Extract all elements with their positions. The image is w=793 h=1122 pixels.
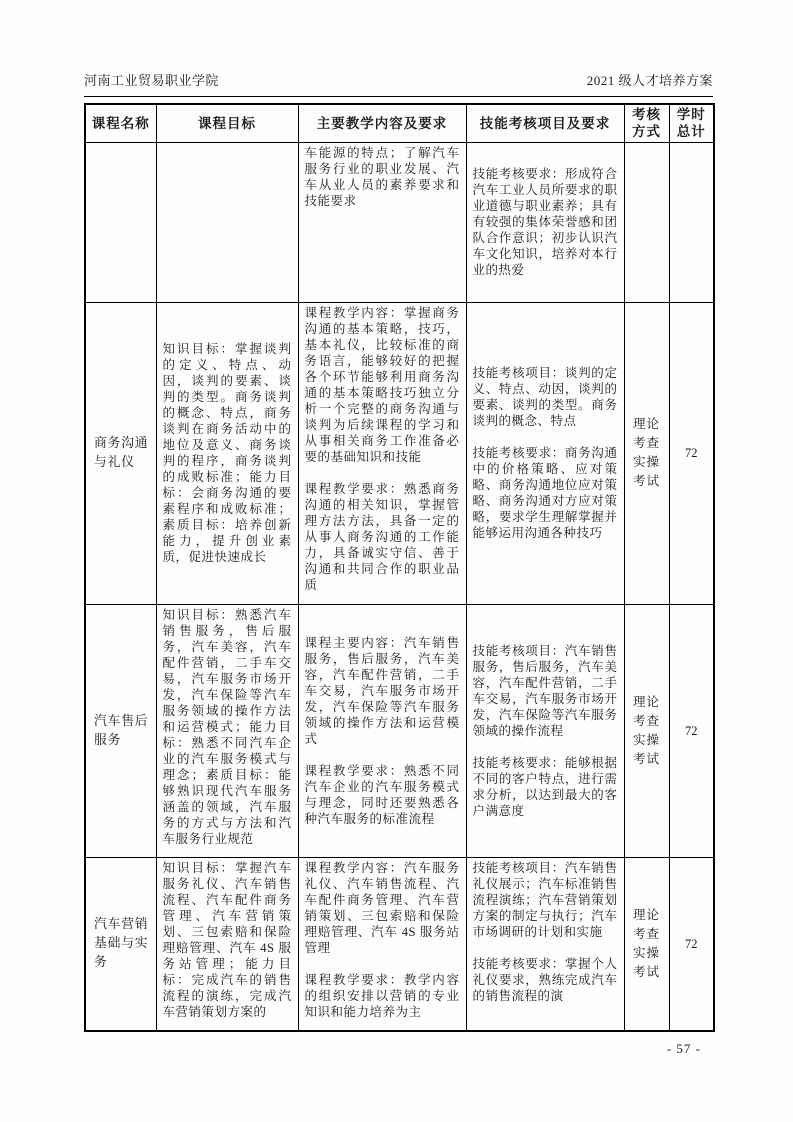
col-header-objectives: 课程目标: [156, 104, 298, 142]
cell-teaching-content: [298, 142, 466, 302]
col-header-hours: 学时总计: [669, 104, 714, 142]
cell-course-name: [85, 604, 156, 857]
course-table: [84, 103, 715, 1032]
table-row: [85, 857, 714, 1031]
col-header-content: 主要教学内容及要求: [298, 104, 466, 142]
cell-course-name: [85, 857, 156, 1031]
cell-objectives: [156, 142, 298, 302]
cell-teaching-content: [298, 302, 466, 604]
document-header: [84, 70, 713, 97]
cell-total-hours: 72: [669, 604, 714, 857]
cell-assessment-method: 理论考查实操考试: [624, 857, 669, 1031]
cell-skill-assessment: [466, 142, 624, 302]
cell-assessment-method: [624, 142, 669, 302]
cell-objectives: [156, 604, 298, 857]
paragraph: 车能源的特点；了解汽车服务行业的职业发展、汽车从业人员的素养要求和技能要求: [304, 145, 460, 208]
cell-assessment-method: 理论考查实操考试: [624, 302, 669, 604]
paragraph: 课程主要内容：汽车销售服务，售后服务，汽车美容，汽车配件营销，二手车交易，汽车服务市场开发，汽车保险等汽车服务领域的操作方法和运营模式: [304, 635, 460, 746]
table-row: [85, 302, 714, 604]
cell-course-name: [85, 142, 156, 302]
cell-teaching-content: [298, 857, 466, 1031]
col-header-course-name: 课程名称: [85, 104, 156, 142]
paragraph: 技能考核项目：谈判的定义、特点、动因，谈判的要素、谈判的类型。商务谈判的概念、特点: [472, 366, 618, 428]
paragraph: 技能考核要求：能够根据不同的客户特点，进行需求分析，以达到最大的客户满意度: [472, 755, 618, 818]
col-header-assessment: 技能考核项目及要求: [466, 104, 624, 142]
paragraph: 技能考核要求：掌握个人礼仪要求，熟练完成汽车的销售流程的演: [472, 956, 618, 1003]
paragraph: 技能考核要求：商务沟通中的价格策略、应对策略、商务沟通地位应对策略、商务沟通对方应对策略，要求学生理解掌握并能够运用沟通各种技巧: [472, 446, 618, 540]
paragraph: 课程教学内容：汽车服务礼仪、汽车销售流程、汽车配件商务管理、汽车营销策划、三包索赔和保险理赔管理、汽车 4S 服务站管理: [304, 860, 460, 955]
paragraph: 课程教学要求：熟悉不同汽车企业的汽车服务模式与理念，同时还要熟悉各种汽车服务的标准流程: [304, 763, 460, 826]
course-name-text: 汽车营销基础与实务: [94, 917, 149, 970]
cell-objectives: [156, 857, 298, 1031]
document-page: [84, 0, 713, 1057]
table-header-row: [85, 104, 714, 142]
paragraph: 技能考核项目：汽车销售礼仪展示；汽车标准销售流程演练；汽车营销策划方案的制定与执行；汽车市场调研的计划和实施: [472, 860, 618, 939]
cell-skill-assessment: [466, 604, 624, 857]
cell-teaching-content: [298, 604, 466, 857]
cell-total-hours: [669, 142, 714, 302]
cell-skill-assessment: [466, 857, 624, 1031]
col-header-method: 考核方式: [624, 104, 669, 142]
paragraph: 课程教学要求：熟悉商务沟通的相关知识，掌握管理方法方法，具备一定的从事人商务沟通的工作能力，具备诚实守信、善于沟通和共同合作的职业品质: [304, 481, 460, 592]
header-program-title: 2021 级人才培养方案: [586, 73, 713, 88]
paragraph: 技能考核要求：形成符合汽车工业人员所要求的职业道德与职业素养；具有有较强的集体荣誉感和团队合作意识；初步认识汽车文化知识，培养对本行业的热爱: [472, 167, 618, 277]
cell-skill-assessment: [466, 302, 624, 604]
course-name-text: 汽车售后服务: [94, 713, 149, 747]
cell-assessment-method: 理论考查实操考试: [624, 604, 669, 857]
paragraph: 知识目标：掌握汽车服务礼仪、汽车销售流程、汽车配件商务管理、汽车营销策划、三包索赔和保险理赔管理、汽车 4S 服务站管理；能力目标：完成汽车的销售流程的演练，完成汽车营销策划方案的: [162, 860, 292, 1019]
cell-objectives: [156, 302, 298, 604]
course-name-text: 商务沟通与礼仪: [94, 436, 149, 469]
paragraph: 课程教学要求：教学内容的组织安排以营销的专业知识和能力培养为主: [304, 972, 460, 1019]
table-row: [85, 604, 714, 857]
cell-course-name: [85, 302, 156, 604]
cell-total-hours: 72: [669, 302, 714, 604]
paragraph: 课程教学内容：掌握商务沟通的基本策略，技巧，基本礼仪，比较标准的商务语言，能够较好的把握各个环节能够利用商务沟通的基本策略技巧独立分析一个完整的商务沟通与谈判为后续课程的学习和从事相关商务工作准备必要的基础知识和技能: [304, 305, 460, 464]
paragraph: 知识目标：掌握谈判的定义、特点、动因，谈判的要素、谈判的类型。商务谈判的概念、特点，商务谈判在商务活动中的地位及意义、商务谈判的程序，商务谈判的成败标准；能力目标：会商务沟通的要素程序和成败标准；素质目标：培养创新能力，提升创业素质，促进快速成长: [162, 342, 292, 564]
page-number: - 57 -: [666, 1041, 701, 1056]
paragraph: 知识目标：熟悉汽车销售服务，售后服务，汽车美容，汽车配件营销，二手车交易，汽车服务市场开发，汽车保险等汽车服务领域的操作方法和运营模式；能力目标：熟悉不同汽车企业的汽车服务模式与理念；素质目标：能够熟识现代汽车服务涵盖的领域，汽车服务的方式与方法和汽车服务行业规范: [162, 607, 292, 846]
table-row: [85, 142, 714, 302]
header-college-name: 河南工业贸易职业学院: [84, 73, 220, 88]
cell-total-hours: 72: [669, 857, 714, 1031]
paragraph: 技能考核项目：汽车销售服务，售后服务，汽车美容，汽车配件营销，二手车交易，汽车服务市场开发，汽车保险等汽车服务领域的操作流程: [472, 643, 618, 738]
